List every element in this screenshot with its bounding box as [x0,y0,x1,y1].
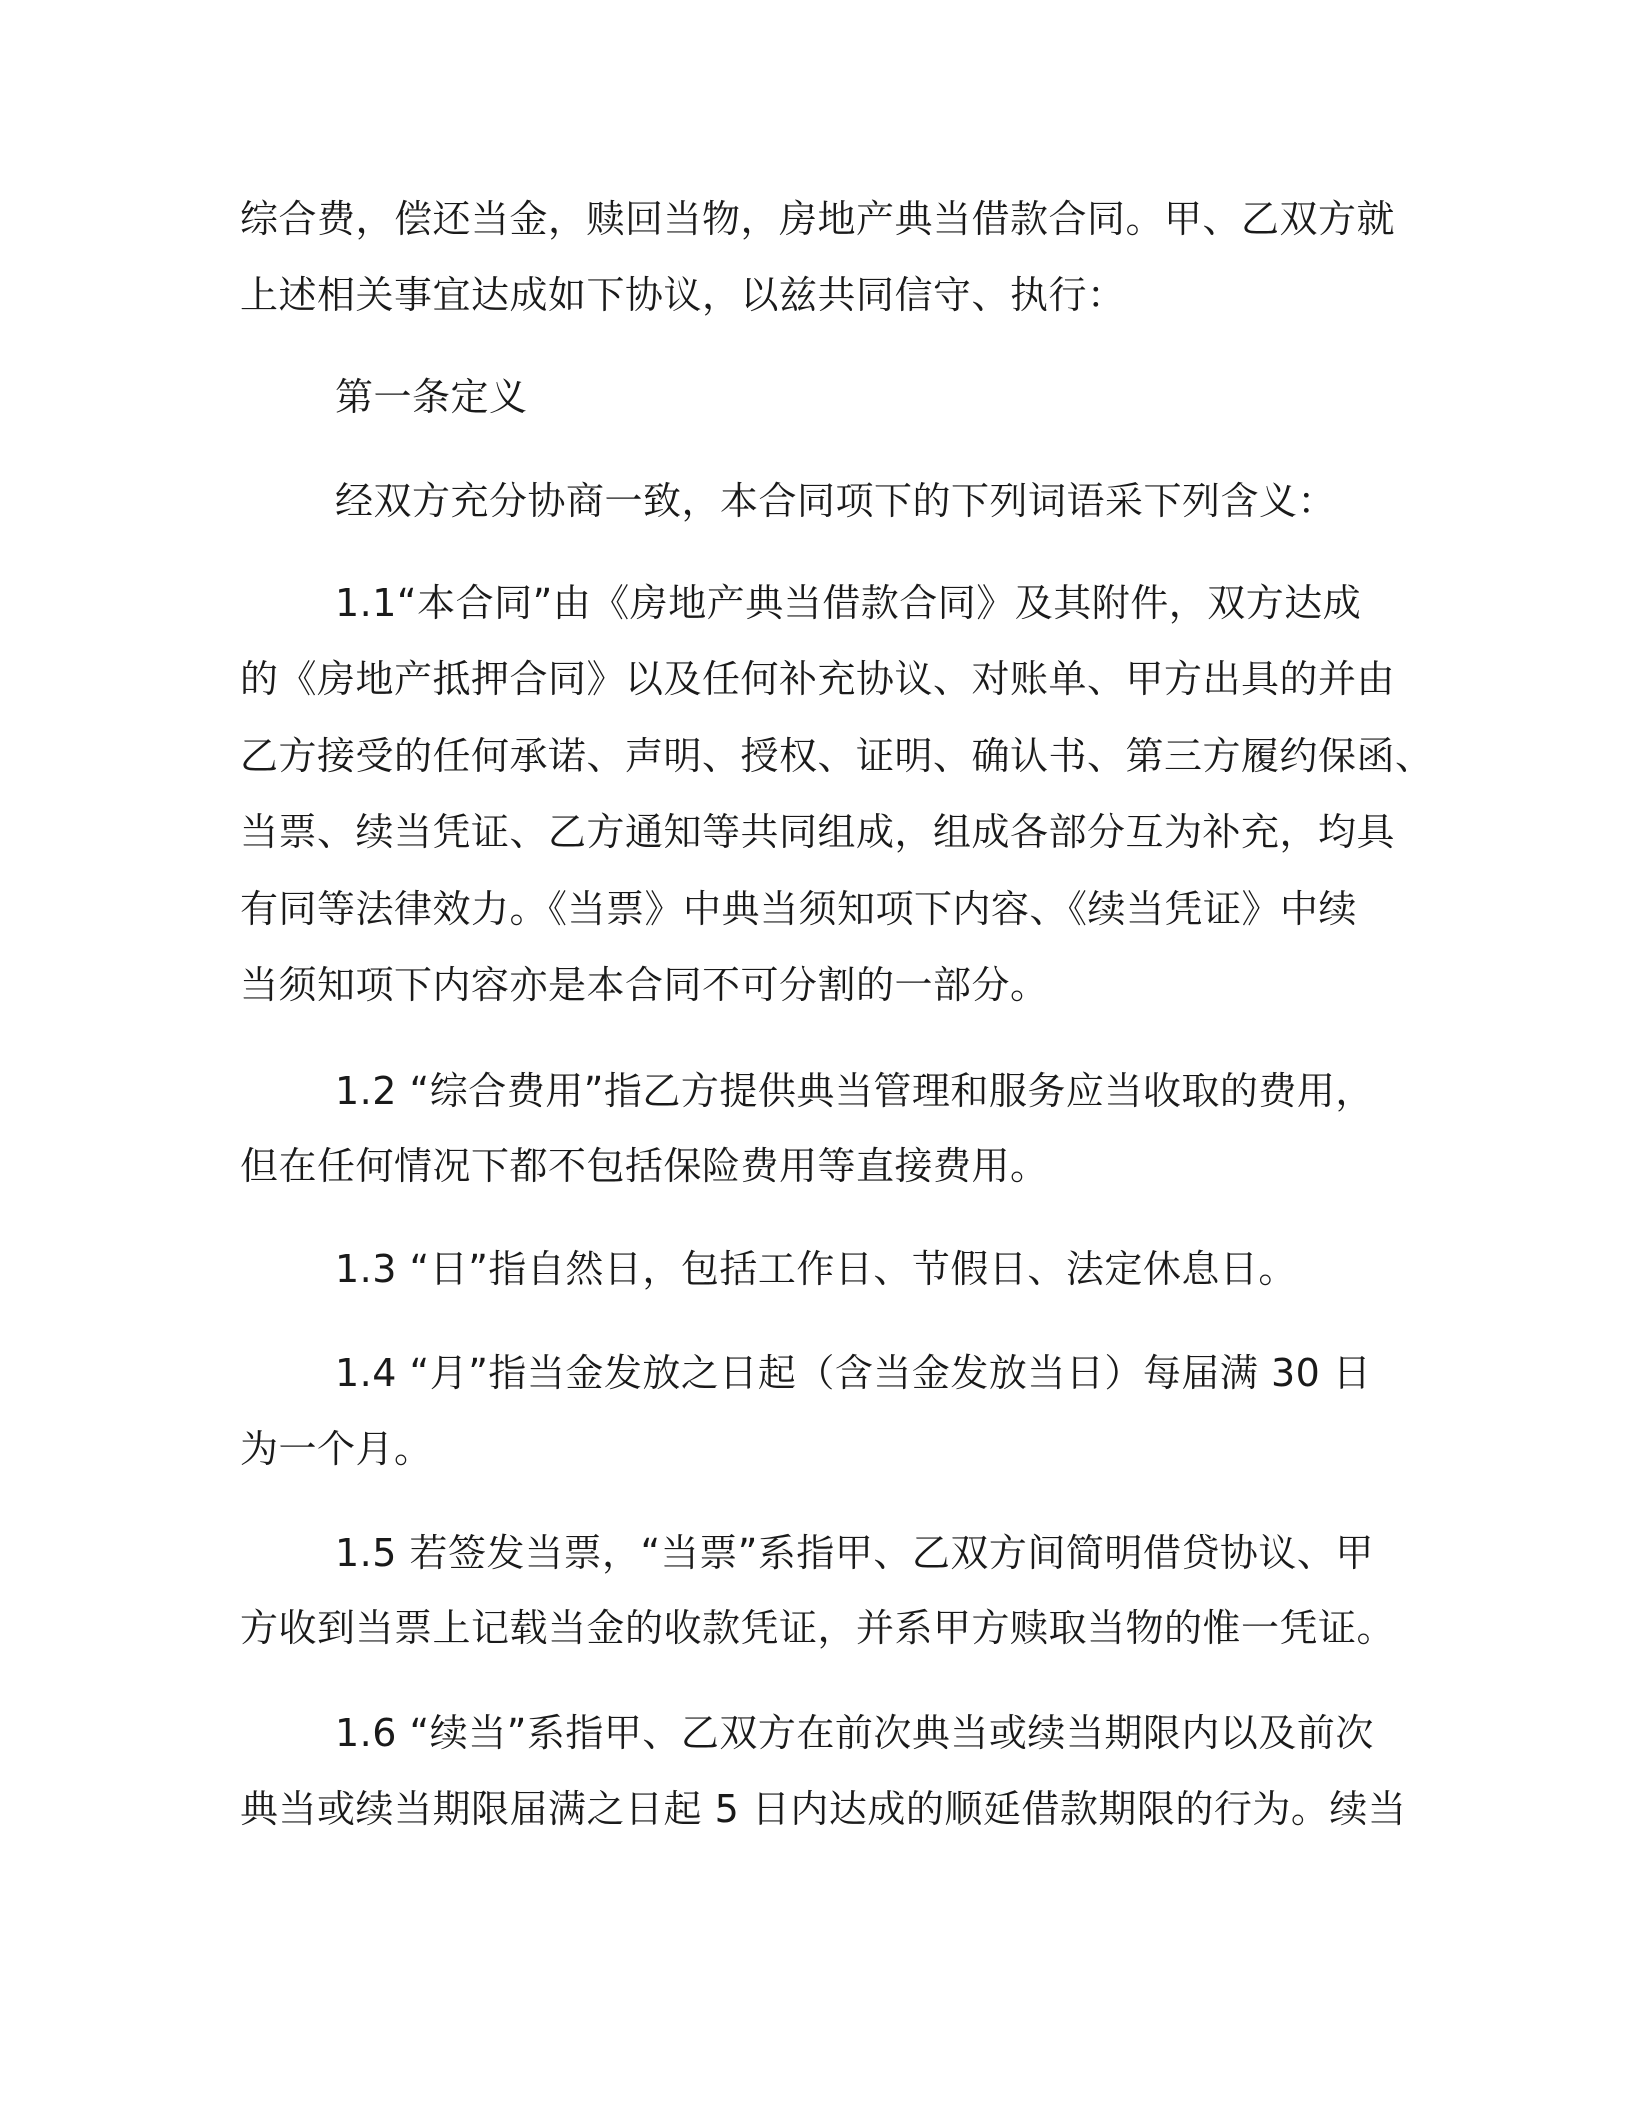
text-line: 1.4 “月”指当金发放之日起（含当金发放当日）每届满 30 日 [335,1351,1372,1395]
text-line: 1.3 “日”指自然日，包括工作日、节假日、法定休息日。 [335,1247,1297,1291]
text-line: 但在任何情况下都不包括保险费用等直接费用。 [240,1144,1049,1188]
text-line: 上述相关事宜达成如下协议，以兹共同信守、执行： [240,273,1126,317]
text-line: 为一个月。 [240,1427,433,1471]
text-line: 综合费，偿还当金，赎回当物，房地产典当借款合同。甲、乙双方就 [240,197,1396,241]
text-line: 1.1“本合同”由《房地产典当借款合同》及其附件，双方达成 [335,581,1362,625]
section-heading: 第一条定义 [335,375,528,419]
text-line: 当票、续当凭证、乙方通知等共同组成，组成各部分互为补充，均具 [240,810,1396,854]
text-line: 当须知项下内容亦是本合同不可分割的一部分。 [240,963,1049,1007]
text-line: 1.6 “续当”系指甲、乙双方在前次典当或续当期限内以及前次 [335,1711,1374,1755]
text-line: 乙方接受的任何承诺、声明、授权、证明、确认书、第三方履约保函、 [240,734,1434,778]
text-line: 经双方充分协商一致，本合同项下的下列词语采下列含义： [335,479,1337,523]
text-line: 方收到当票上记载当金的收款凭证，并系甲方赎取当物的惟一凭证。 [240,1606,1396,1650]
text-line: 1.5 若签发当票，“当票”系指甲、乙双方间简明借贷协议、甲 [335,1531,1374,1575]
text-line: 的《房地产抵押合同》以及任何补充协议、对账单、甲方出具的并由 [240,657,1396,701]
text-line: 典当或续当期限届满之日起 5 日内达成的顺延借款期限的行为。续当 [240,1787,1407,1831]
text-line: 有同等法律效力。《当票》中典当须知项下内容、《续当凭证》中续 [240,887,1358,931]
text-line: 1.2 “综合费用”指乙方提供典当管理和服务应当收取的费用， [335,1069,1374,1113]
